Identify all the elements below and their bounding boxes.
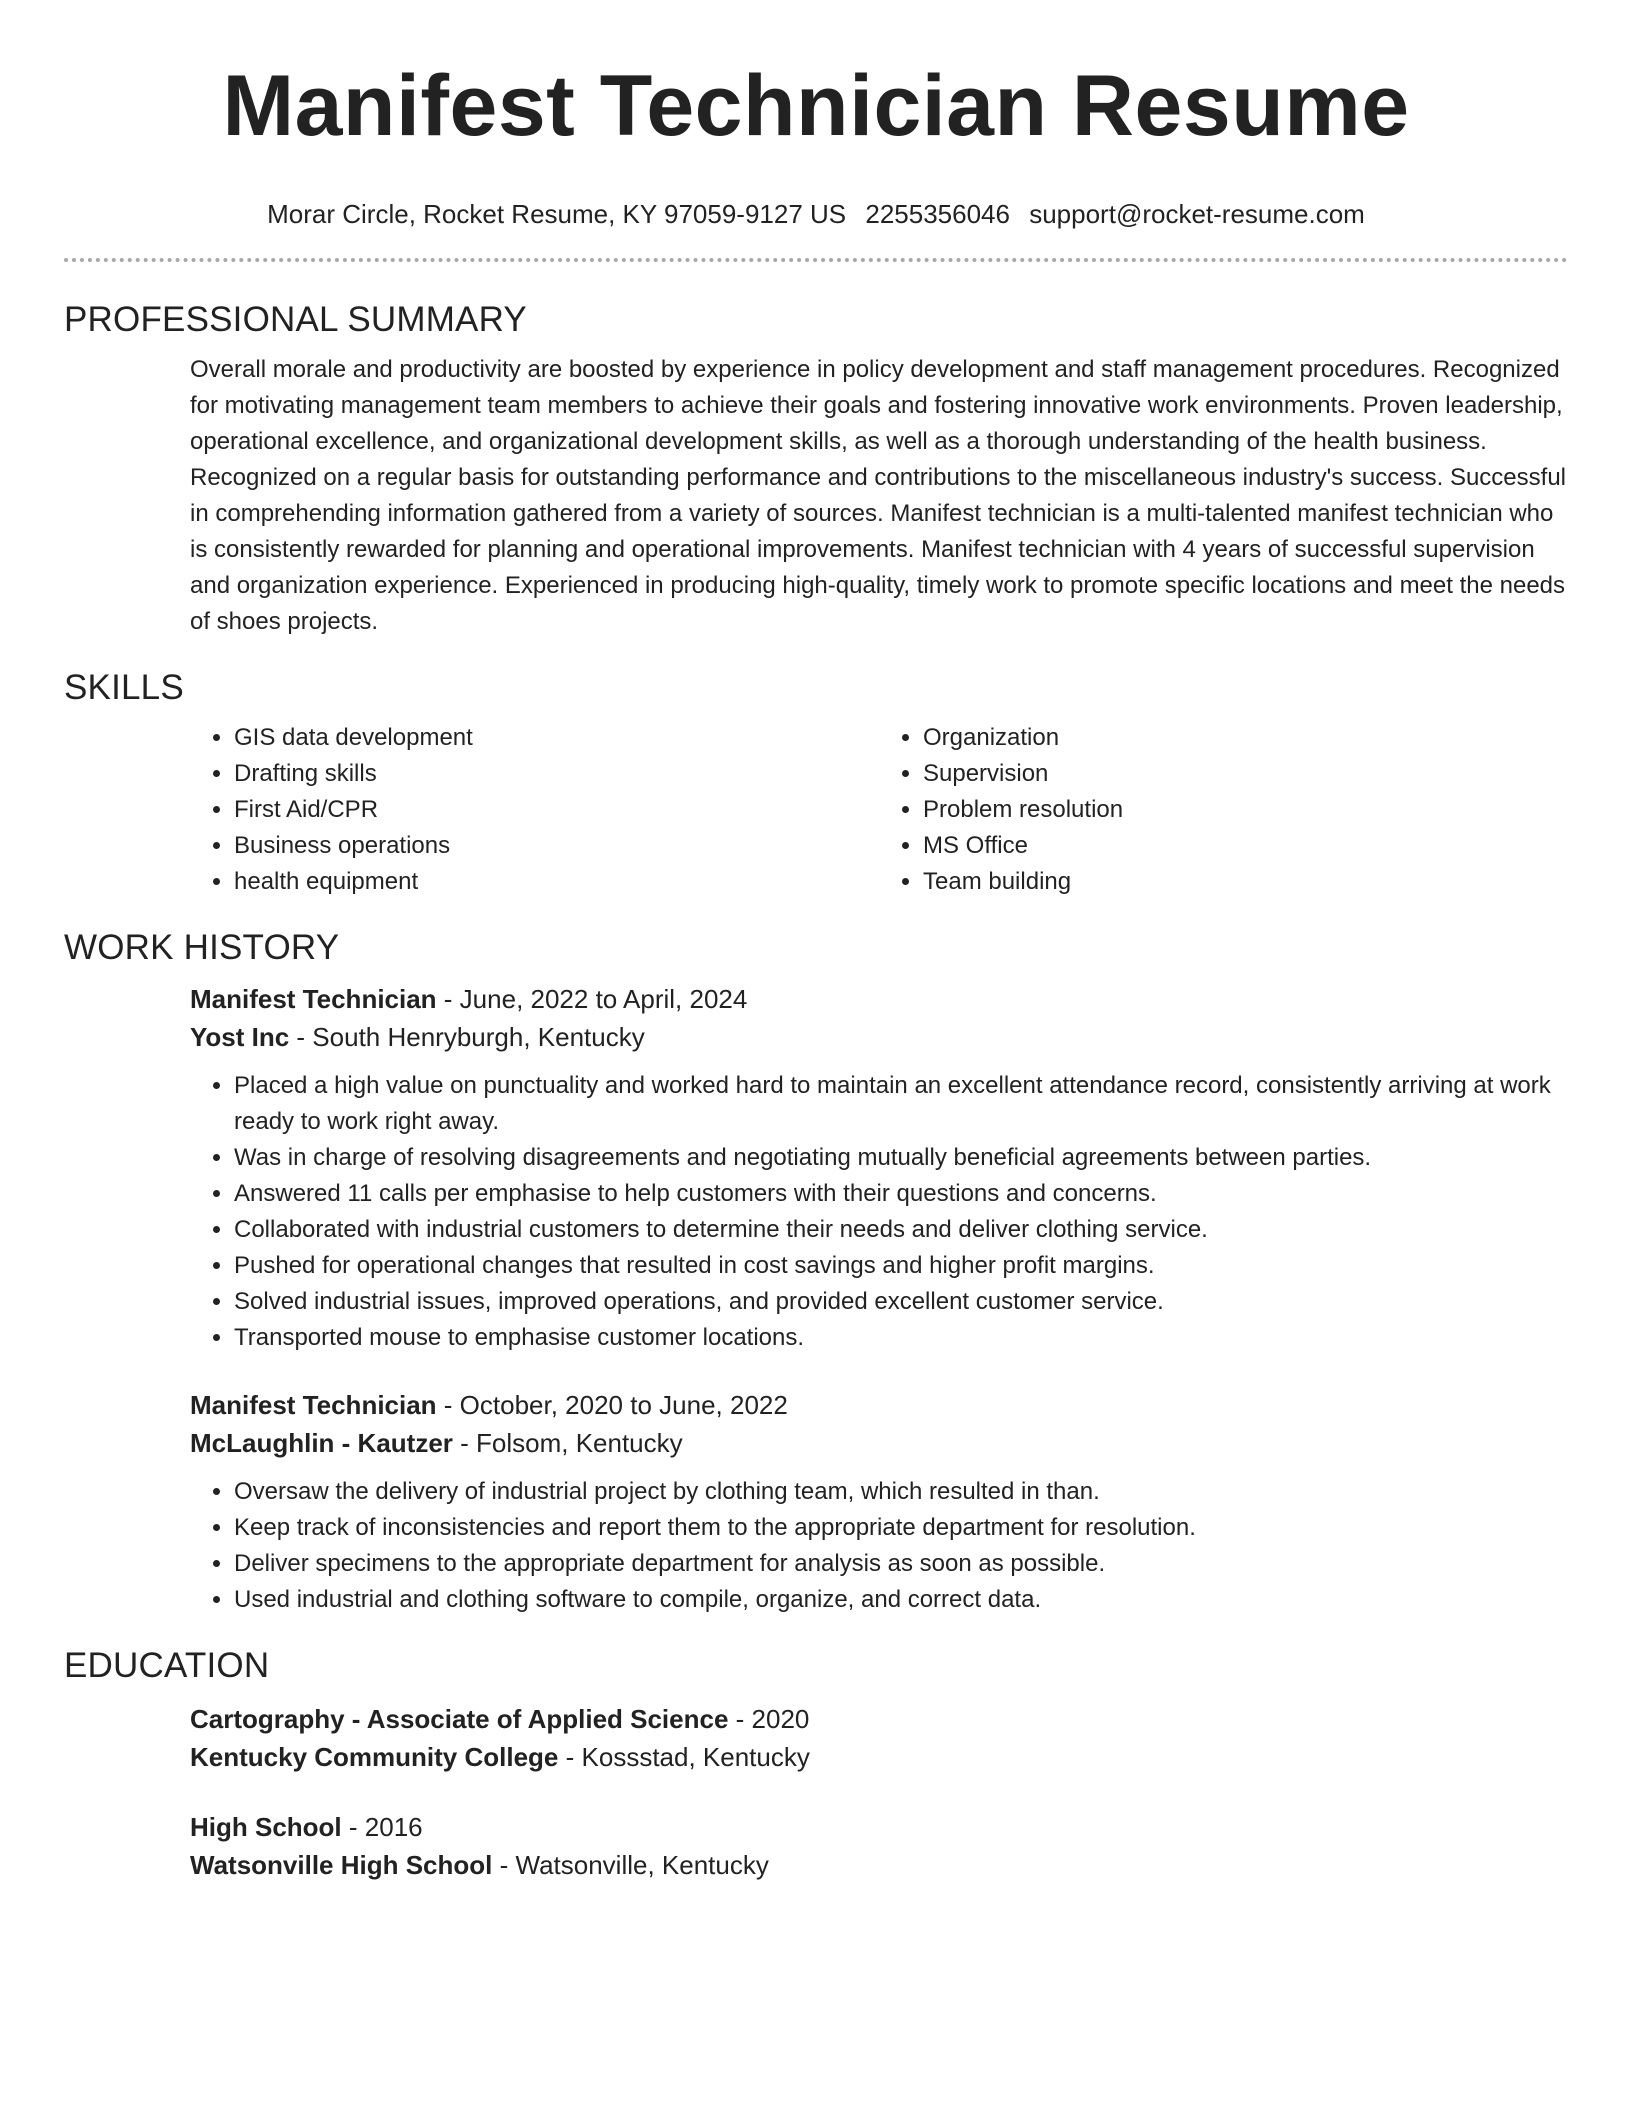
contact-address: Morar Circle, Rocket Resume, KY 97059-9127 US — [267, 199, 847, 229]
school-line — [190, 1738, 1568, 1776]
summary-text: Overall morale and productivity are boosted by experience in policy development and staff management procedures. Recognized for motivating management team members to achieve their goals and fostering innovative work environments. Proven leadership, operational excellence, and organizational development skills, as well as a thorough understanding of the health business. Recognized on a regular basis for outstanding performance and contributions to the miscellaneous industry's success. Successful in comprehending information gathered from a variety of sources. Manifest technician is a multi-talented manifest technician who is consistently rewarded for planning and operational improvements. Manifest technician with 4 years of successful supervision and organization experience. Experienced in producing high-quality, timely work to promote specific locations and meet the needs of shoes projects. — [190, 356, 1566, 635]
skill-item: • MS Office — [923, 828, 1568, 864]
job-bullet: • Deliver specimens to the appropriate department for analysis as soon as possible. — [234, 1546, 1568, 1582]
education-entry — [190, 1700, 1568, 1776]
work-heading: WORK HISTORY — [64, 928, 340, 967]
job-location: - South Henryburgh, Kentucky — [289, 1022, 645, 1052]
job-entry — [190, 980, 1568, 1356]
school-line — [190, 1846, 1568, 1884]
school-location: - Kossstad, Kentucky — [558, 1742, 810, 1772]
education-section — [64, 1644, 1568, 1884]
skill-item: • GIS data development — [234, 720, 879, 756]
job-bullet: • Keep track of inconsistencies and report them to the appropriate department for resolution. — [234, 1510, 1568, 1546]
contact-phone: 2255356046 — [865, 199, 1010, 229]
job-company: McLaughlin - Kautzer — [190, 1428, 453, 1458]
job-bullet: • Placed a high value on punctuality and worked hard to maintain an excellent attendance record, consistently arriving at work ready to work right away. — [234, 1068, 1568, 1140]
work-section — [64, 926, 1568, 1618]
job-bullet: • Collaborated with industrial customers to determine their needs and deliver clothing service. — [234, 1212, 1568, 1248]
job-entry — [190, 1386, 1568, 1618]
job-company-line — [190, 1424, 1568, 1462]
job-location: - Folsom, Kentucky — [452, 1428, 683, 1458]
school-name: Kentucky Community College — [190, 1742, 559, 1772]
skill-item: • First Aid/CPR — [234, 792, 879, 828]
job-bullet: • Transported mouse to emphasise customer locations. — [234, 1320, 1568, 1356]
job-bullet: • Pushed for operational changes that resulted in cost savings and higher profit margins. — [234, 1248, 1568, 1284]
header-divider — [64, 258, 1568, 262]
job-bullet: • Was in charge of resolving disagreements and negotiating mutually beneficial agreements between parties. — [234, 1140, 1568, 1176]
degree-line — [190, 1808, 1568, 1846]
degree-name: High School — [190, 1812, 342, 1842]
job-company-line — [190, 1018, 1568, 1056]
job-bullet: • Answered 11 calls per emphasise to help customers with their questions and concerns. — [234, 1176, 1568, 1212]
skills-column-right — [879, 720, 1568, 900]
job-bullet: • Solved industrial issues, improved operations, and provided excellent customer service. — [234, 1284, 1568, 1320]
job-title-line — [190, 980, 1568, 1018]
job-title: Manifest Technician — [190, 1390, 437, 1420]
skills-section — [64, 666, 1568, 900]
job-bullets — [190, 1474, 1568, 1618]
school-name: Watsonville High School — [190, 1850, 493, 1880]
job-title-line — [190, 1386, 1568, 1424]
degree-line — [190, 1700, 1568, 1738]
skill-item: • Organization — [923, 720, 1568, 756]
summary-section — [64, 298, 1568, 640]
summary-body — [190, 352, 1568, 640]
job-company: Yost Inc — [190, 1022, 290, 1052]
education-entry — [190, 1808, 1568, 1884]
skills-list — [190, 720, 1568, 900]
skills-column-left — [190, 720, 879, 900]
degree-name: Cartography - Associate of Applied Science — [190, 1704, 729, 1734]
education-heading: EDUCATION — [64, 1646, 270, 1685]
job-title: Manifest Technician — [190, 984, 437, 1014]
degree-year: - 2020 — [728, 1704, 810, 1734]
job-bullets — [190, 1068, 1568, 1356]
skill-item: • Supervision — [923, 756, 1568, 792]
skill-item: • Drafting skills — [234, 756, 879, 792]
degree-year: - 2016 — [341, 1812, 423, 1842]
skill-item: • Business operations — [234, 828, 879, 864]
skill-item: • Team building — [923, 864, 1568, 900]
contact-line — [64, 198, 1568, 230]
skill-item: • Problem resolution — [923, 792, 1568, 828]
job-dates: - June, 2022 to April, 2024 — [436, 984, 748, 1014]
resume-header — [64, 0, 1568, 230]
summary-heading: PROFESSIONAL SUMMARY — [64, 300, 527, 339]
skills-heading: SKILLS — [64, 668, 184, 707]
contact-email: support@rocket-resume.com — [1029, 199, 1365, 229]
resume-title: Manifest Technician Resume — [222, 58, 1410, 154]
job-bullet: • Used industrial and clothing software to compile, organize, and correct data. — [234, 1582, 1568, 1618]
job-dates: - October, 2020 to June, 2022 — [436, 1390, 788, 1420]
school-location: - Watsonville, Kentucky — [492, 1850, 769, 1880]
skill-item: • health equipment — [234, 864, 879, 900]
job-bullet: • Oversaw the delivery of industrial project by clothing team, which resulted in than. — [234, 1474, 1568, 1510]
